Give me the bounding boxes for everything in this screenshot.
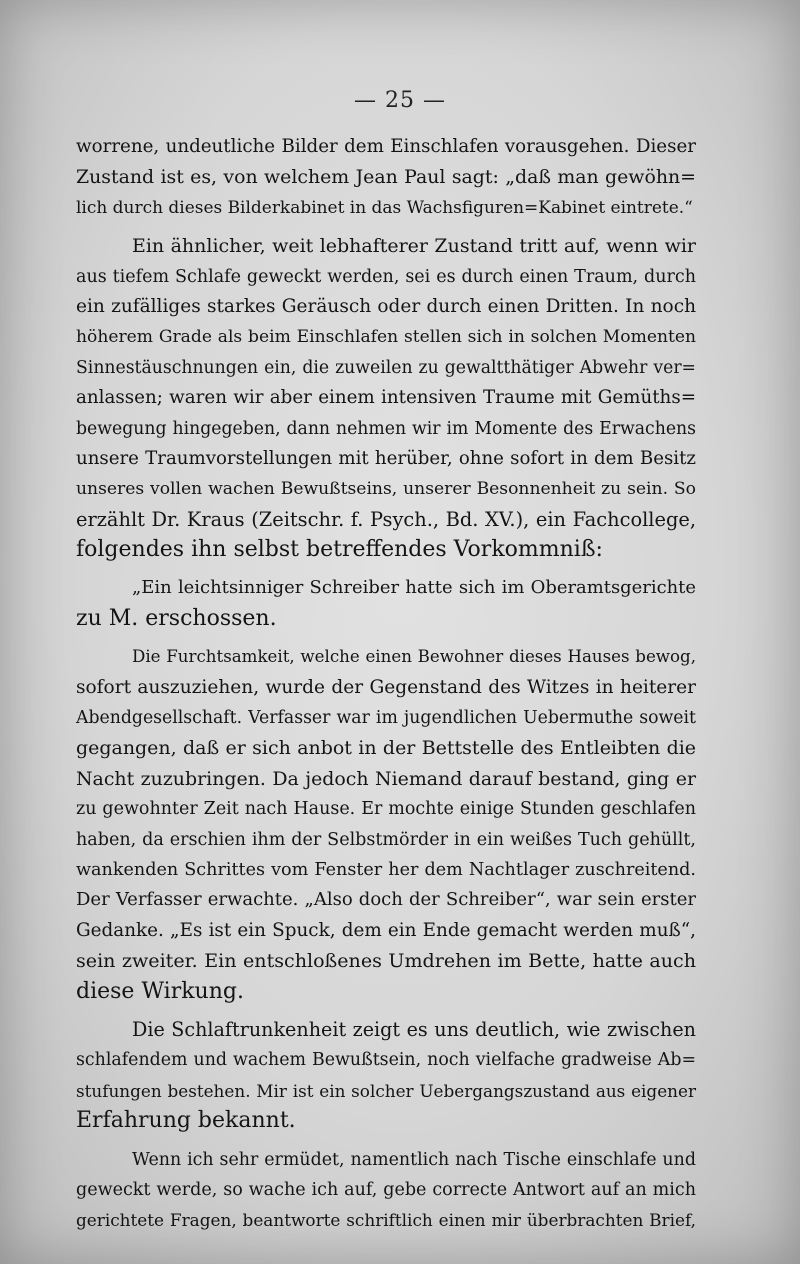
text-line: bewegung hingegeben, dann nehmen wir im Momente des Erwachens [76, 418, 696, 439]
text-line: ein zufälliges starkes Geräusch oder durch einen Dritten. In noch [76, 295, 696, 317]
text-line: Der Verfasser erwachte. „Also doch der Schreiber“, war sein erster [76, 889, 696, 911]
paragraph [76, 231, 696, 565]
text-line: Abendgesellschaft. Verfasser war im jugendlichen Uebermuthe soweit [76, 708, 696, 729]
body-text [76, 132, 696, 1236]
text-line: stufungen bestehen. Mir ist ein solcher Uebergangszustand aus eigener [76, 1080, 696, 1101]
paragraph [76, 1015, 696, 1137]
text-line: unseres vollen wachen Bewußtseins, unserer Besonnenheit zu sein. So [76, 479, 696, 500]
text-line: erzählt Dr. Kraus (Zeitschr. f. Psych., Bd. XV.), ein Fachcollege, [76, 507, 696, 531]
text-line: aus tiefem Schlafe geweckt werden, sei es durch einen Traum, durch [76, 266, 696, 287]
page-number: — 25 — [354, 88, 446, 113]
text-line: Nacht zuzubringen. Da jedoch Niemand darauf bestand, ging er [76, 767, 696, 790]
quote-paragraph [76, 573, 696, 634]
text-line: gegangen, daß er sich anbot in der Bettstelle des Entleibten die [76, 737, 696, 760]
text-line: zu gewohnter Zeit nach Hause. Er mochte einige Stunden geschlafen [76, 799, 696, 820]
text-line: Zustand ist es, von welchem Jean Paul sagt: „daß man gewöhn= [76, 166, 696, 189]
text-line: anlassen; waren wir aber einem intensiven Traume mit Gemüths= [76, 387, 696, 409]
text-line: Gedanke. „Es ist ein Spuck, dem ein Ende gemacht werden muß“, [76, 919, 696, 941]
text-line: Erfahrung bekannt. [76, 1108, 296, 1134]
text-line: diese Wirkung. [76, 978, 244, 1004]
text-line: Sinnestäuschnungen ein, die zuweilen zu gewaltthätiger Abwehr ver= [76, 357, 696, 378]
text-line: Ein ähnlicher, weit lebhafterer Zustand tritt auf, wenn wir [132, 235, 696, 258]
text-line: worrene, undeutliche Bilder dem Einschlafen vorausgehen. Dieser [76, 136, 696, 157]
text-line: höherem Grade als beim Einschlafen stellen sich in solchen Momenten [76, 327, 696, 348]
text-line: haben, da erschien ihm der Selbstmörder in ein weißes Tuch gehüllt, [76, 829, 696, 850]
paragraph [76, 1145, 696, 1236]
text-line: unsere Traumvorstellungen mit herüber, ohne sofort in dem Besitz [76, 447, 696, 469]
text-line: zu M. erschossen. [76, 605, 277, 631]
paragraph [76, 642, 696, 1007]
text-line: schlafendem und wachem Bewußtsein, noch vielfache gradweise Ab= [76, 1050, 696, 1071]
text-line: Die Schlaftrunkenheit zeigt es uns deutlich, wie zwischen [132, 1017, 696, 1041]
text-line: folgendes ihn selbst betreffendes Vorkommniß: [76, 537, 603, 563]
text-line: sein zweiter. Ein entschloßenes Umdrehen im Bette, hatte auch [76, 950, 696, 973]
text-line: gerichtete Fragen, beantworte schriftlich einen mir überbrachten Brief, [76, 1210, 696, 1231]
text-line: lich durch dieses Bilderkabinet in das Wachsfiguren=Kabinet eintrete.“ [76, 197, 693, 218]
paragraph-continuation [76, 132, 696, 223]
text-line: Wenn ich sehr ermüdet, namentlich nach Tische einschlafe und [132, 1149, 696, 1170]
text-line: sofort auszuziehen, wurde der Gegenstand des Witzes in heiterer [76, 676, 696, 698]
text-line: geweckt werde, so wache ich auf, gebe correcte Antwort auf an mich [76, 1179, 696, 1200]
text-line: wankenden Schrittes vom Fenster her dem Nachtlager zuschreitend. [76, 859, 696, 880]
text-line: Die Furchtsamkeit, welche einen Bewohner dieses Hauses bewog, [132, 647, 696, 667]
text-line: „Ein leichtsinniger Schreiber hatte sich im Oberamtsgerichte [132, 577, 696, 599]
